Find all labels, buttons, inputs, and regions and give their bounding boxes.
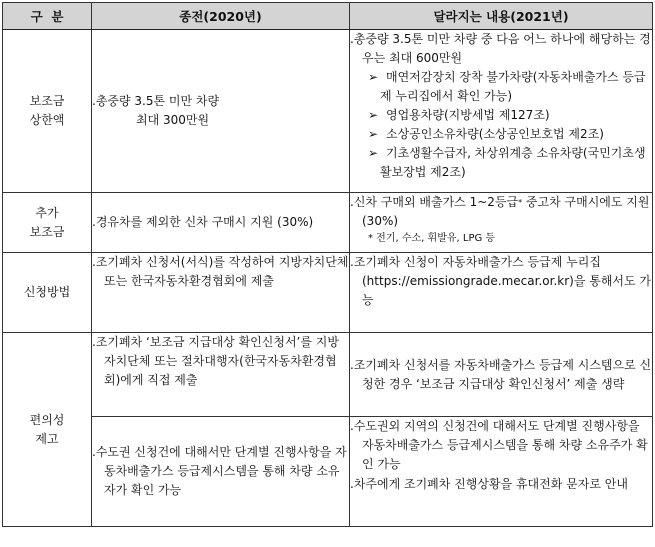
header-previous-2020: 종전(2020년) <box>92 3 350 30</box>
old-extra-subsidy <box>92 193 350 253</box>
old-subsidy-cap-line1: .총중량 3.5톤 미만 차량 <box>92 94 220 108</box>
new-subsidy-item-3 <box>350 125 652 144</box>
new-extra-subsidy-main: .신차 구매외 배출가스 1~2등급 <box>350 195 519 209</box>
arrow-marker-icon: ➢ <box>368 108 379 122</box>
old-apply-method <box>92 253 350 333</box>
old-subsidy-cap-line2: 최대 300만원 <box>136 113 210 127</box>
header-category: 구 분 <box>3 3 92 30</box>
header-row <box>3 3 653 30</box>
row-apply-method <box>3 253 653 333</box>
category-subsidy-cap <box>3 30 92 193</box>
new-subsidy-item-1 <box>350 68 652 106</box>
footnote-text: * 전기, 수소, 휘발유, LPG 등 <box>368 233 496 244</box>
old-subsidy-cap <box>92 30 350 193</box>
arrow-marker-icon: ➢ <box>368 146 379 160</box>
new-extra-subsidy-text <box>350 193 652 231</box>
category-apply-method <box>3 253 92 333</box>
new-subsidy-cap <box>350 30 653 193</box>
category-label-line1: 추가 <box>35 205 59 220</box>
row-subsidy-cap <box>3 30 653 193</box>
new-convenience-a <box>350 333 653 417</box>
new-subsidy-item-2 <box>350 106 652 125</box>
new-subsidy-item-4-text: 기초생활수급자, 차상위계층 소유차량(국민기초생활보장법 제2조) <box>380 146 646 179</box>
old-apply-method-text: .조기폐차 신청서(서식)를 작성하여 지방자치단체 또는 한국자동차환경협회에 제출 <box>92 255 349 288</box>
footnote-marker: * <box>518 198 523 207</box>
new-subsidy-item-1-text: 매연저감장치 장착 불가차량(자동차배출가스 등급제 누리집에서 확인 가능) <box>380 70 646 103</box>
new-subsidy-cap-lead: .총중량 3.5톤 미만 차량 중 다음 어느 하나에 해당하는 경우는 최대 600만원 <box>350 32 651 65</box>
row-convenience-b <box>3 417 653 527</box>
category-label-line1: 보조금 <box>29 94 65 108</box>
category-label-line2: 제고 <box>35 431 59 446</box>
new-apply-method-text: .조기폐차 신청이 자동차배출가스 등급제 누리집 (https://emissiongrade.mecar.or.kr)을 통해서도 가능 <box>350 255 652 307</box>
old-extra-subsidy-text: .경유차를 제외한 신차 구매시 지원 (30%) <box>92 215 314 229</box>
new-extra-subsidy <box>350 193 653 253</box>
category-label-line1: 신청방법 <box>23 285 71 299</box>
row-convenience-a <box>3 333 653 417</box>
comparison-table <box>2 2 653 527</box>
new-subsidy-item-2-text: 영업용차량(지방세법 제127조) <box>386 108 550 122</box>
old-convenience-b <box>92 417 350 527</box>
old-convenience-a-text: .조기폐차 ‘보조금 지급대상 확인신청서’를 지방자치단체 또는 절차대행자(한국자동차환경협회)에게 직접 제출 <box>92 335 339 387</box>
category-label-line1: 편의성 <box>29 412 65 427</box>
category-convenience <box>3 333 92 527</box>
new-apply-method <box>350 253 653 333</box>
new-convenience-a-text: .조기폐차 신청서를 자동차배출가스 등급제 시스템으로 신청한 경우 ‘보조금 지급대상 확인신청서’ 제출 생략 <box>350 357 652 391</box>
arrow-marker-icon: ➢ <box>368 70 379 84</box>
old-convenience-a <box>92 333 350 417</box>
new-convenience-b1-text: .수도권외 지역의 신청건에 대해서도 단계별 진행사항을 자동차배출가스 등급제시스템을 통해 차량 소유주가 확인 가능 <box>350 419 648 471</box>
arrow-marker-icon: ➢ <box>368 127 379 141</box>
new-subsidy-item-3-text: 소상공인소유차량(소상공인보호법 제2조) <box>386 127 604 141</box>
category-extra-subsidy <box>3 193 92 253</box>
new-convenience-b <box>350 417 653 527</box>
new-extra-subsidy-rest: 중고차 구매시에도 지원(30%) <box>362 195 650 228</box>
category-label-line2: 보조금 <box>29 224 65 239</box>
old-convenience-b-text: .수도권 신청건에 대해서만 단계별 진행사항을 자동차배출가스 등급제시스템을 통해 차량 소유자가 확인 가능 <box>92 445 347 497</box>
new-convenience-b2-text: .차주에게 조기폐차 진행상황을 휴대전화 문자로 안내 <box>350 477 628 491</box>
row-extra-subsidy <box>3 193 653 253</box>
category-label-line2: 상한액 <box>29 113 65 127</box>
header-changes-2021: 달라지는 내용(2021년) <box>350 3 653 30</box>
new-subsidy-item-4 <box>350 144 652 182</box>
